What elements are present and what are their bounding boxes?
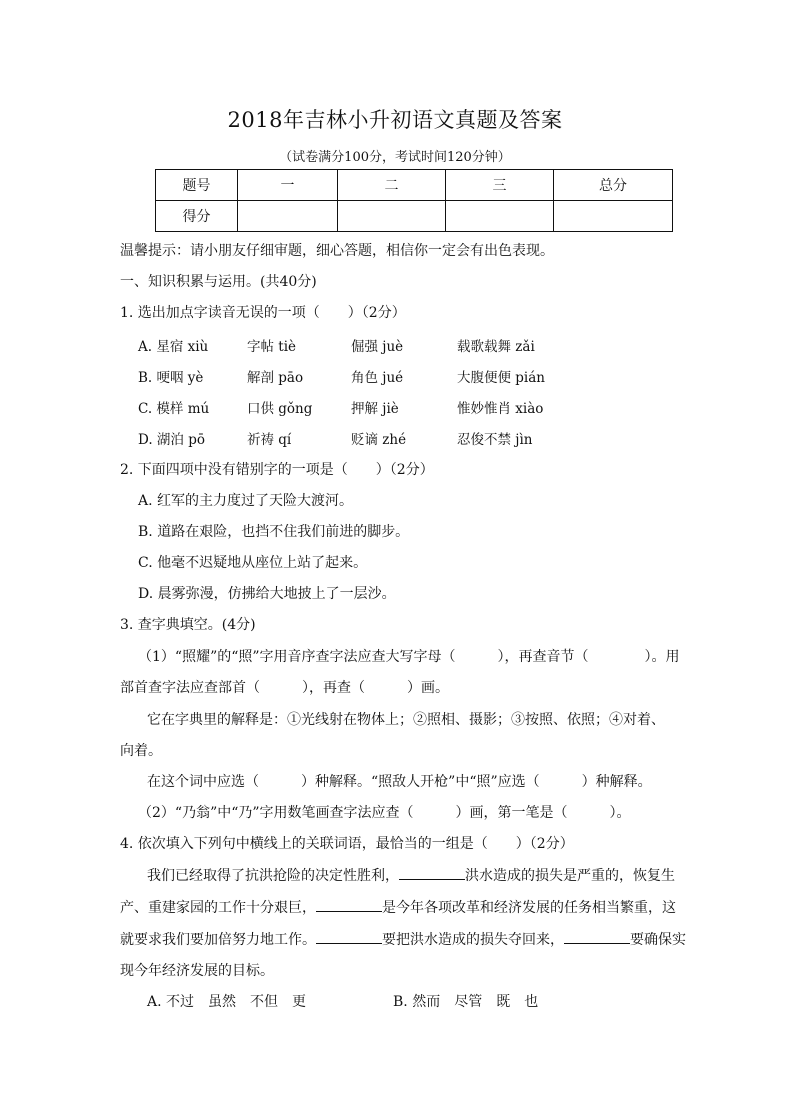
q4-passage-line (120, 897, 676, 917)
q1-option-d-word: 贬谪 zhé (351, 432, 407, 448)
score-cell (554, 201, 673, 232)
score-cell (238, 201, 338, 232)
question-3-stem: 3. 查字典填空。(4分) (120, 617, 256, 633)
fill-blank[interactable] (316, 929, 382, 944)
q3-definition-line: 向着。 (120, 743, 162, 759)
q2-option-c: C. 他毫不迟疑地从座位上站了起来。 (138, 555, 368, 571)
q4-passage-line (120, 929, 686, 949)
question-4-stem: 4. 依次填入下列句中横线上的关联词语，最恰当的一组是（ ）（2分） (120, 836, 574, 852)
score-header-cell: 一 (238, 170, 338, 201)
q1-option-d: D. 湖泊 pō (138, 432, 205, 448)
q4-passage-line (147, 865, 675, 885)
q1-option-c-word: 惟妙惟肖 xiào (457, 401, 544, 417)
q2-option-d: D. 晨雾弥漫，仿拂给大地披上了一层沙。 (138, 586, 396, 602)
passage-text: 洪水造成的损失是严重的，恢复生 (465, 868, 675, 884)
passage-text: 就要求我们要加倍努力地工作。 (120, 932, 316, 948)
q2-option-b: B. 道路在艰险，也挡不住我们前进的脚步。 (138, 524, 410, 540)
q1-option-a-word: 倔强 juè (351, 339, 404, 355)
tip-text: 温馨提示：请小朋友仔细审题，细心答题，相信你一定会有出色表现。 (120, 243, 554, 259)
q1-option-b-word: 角色 jué (351, 370, 404, 386)
score-table (155, 169, 673, 232)
q3-part1-line: 部首查字法应查部首（ ），再查（ ）画。 (120, 680, 449, 696)
q1-option-a-word: 载歌载舞 zǎi (457, 339, 535, 355)
score-header-cell: 三 (446, 170, 554, 201)
q2-option-a: A. 红军的主力度过了天险大渡河。 (138, 493, 354, 509)
question-2-stem: 2. 下面四项中没有错别字的一项是（ ）（2分） (120, 462, 434, 478)
q3-definition-line: 它在字典里的解释是：①光线射在物体上；②照相、摄影；③按照、依照；④对着、 (147, 712, 665, 728)
score-table-header-row (156, 170, 673, 201)
score-cell (338, 201, 446, 232)
q1-option-c-word: 口供 gǒng (247, 401, 313, 417)
passage-text: 要把洪水造成的损失夺回来， (382, 932, 564, 948)
q1-option-d-word: 忍俊不禁 jìn (457, 432, 533, 448)
q1-option-c: C. 模样 mú (138, 401, 210, 417)
q3-choose-line: 在这个词中应选（ ）种解释。“照敌人开枪”中“照”应选（ ）种解释。 (147, 774, 652, 790)
q1-option-a-word: 字帖 tiè (247, 339, 297, 355)
score-row-label: 得分 (156, 201, 238, 232)
score-header-cell: 总分 (554, 170, 673, 201)
passage-text: 要确保实 (630, 932, 686, 948)
q1-option-a: A. 星宿 xiù (138, 339, 209, 355)
q1-option-c-word: 押解 jiè (351, 401, 399, 417)
fill-blank[interactable] (399, 865, 465, 880)
q1-option-d-word: 祈祷 qí (247, 432, 292, 448)
fill-blank[interactable] (316, 897, 382, 912)
passage-text: 我们已经取得了抗洪抢险的决定性胜利， (147, 868, 399, 884)
q4-option-a: A. 不过 虽然 不但 更 (147, 994, 307, 1010)
score-header-cell: 题号 (156, 170, 238, 201)
q1-option-b-word: 解剖 pāo (247, 370, 304, 386)
q3-part2-line: （2）“乃翁”中“乃”字用数笔画查字法应查（ ）画，第一笔是（ ）。 (138, 805, 631, 821)
question-1-stem: 1. 选出加点字读音无误的一项（ ）（2分） (120, 305, 406, 321)
score-cell (446, 201, 554, 232)
q3-part1-line: （1）“照耀”的“照”字用音序查字法应查大写字母（ ），再查音节（ ）。用 (138, 649, 680, 665)
q4-passage-line: 现今年经济发展的目标。 (120, 963, 274, 979)
passage-text: 是今年各项改革和经济发展的任务相当繁重，这 (382, 900, 676, 916)
q1-option-b: B. 哽咽 yè (138, 370, 204, 386)
fill-blank[interactable] (564, 929, 630, 944)
passage-text: 产、重建家园的工作十分艰巨， (120, 900, 316, 916)
q4-option-b: B. 然而 尽管 既 也 (393, 994, 539, 1010)
score-table-row (156, 201, 673, 232)
section-heading: 一、知识积累与运用。(共40分) (120, 274, 317, 290)
exam-info: （试卷满分100分，考试时间120分钟） (279, 150, 511, 165)
page-title: 2018年吉林小升初语文真题及答案 (227, 108, 563, 132)
score-header-cell: 二 (338, 170, 446, 201)
q1-option-b-word: 大腹便便 pián (457, 370, 545, 386)
